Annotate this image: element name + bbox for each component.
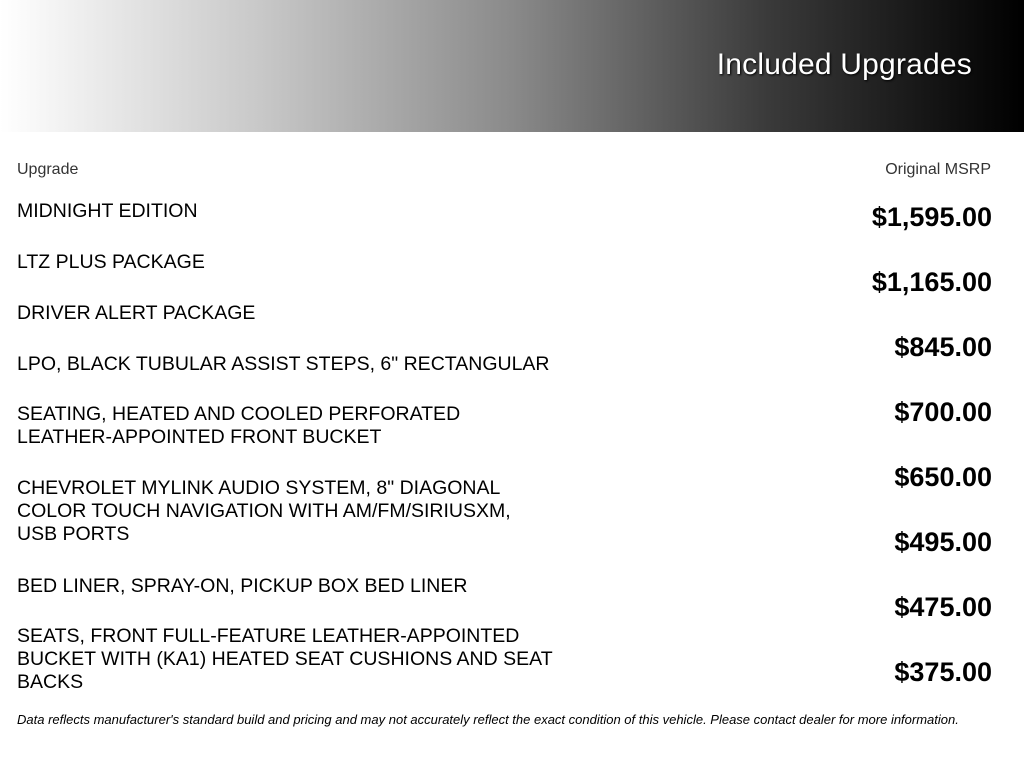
upgrade-item: CHEVROLET MYLINK AUDIO SYSTEM, 8" DIAGONAL COLOR TOUCH NAVIGATION WITH AM/FM/SIRIUSXM, USB PORTS: [17, 477, 511, 545]
upgrade-item: SEATS, FRONT FULL-FEATURE LEATHER-APPOINTED BUCKET WITH (KA1) HEATED SEAT CUSHIONS AND SEAT BACKS: [17, 625, 553, 693]
upgrade-item: BED LINER, SPRAY-ON, PICKUP BOX BED LINER: [17, 575, 468, 597]
upgrade-item: MIDNIGHT EDITION: [17, 200, 198, 222]
price-value: $375.00: [894, 657, 992, 687]
price-value: $700.00: [894, 397, 992, 427]
upgrade-item: SEATING, HEATED AND COOLED PERFORATED LEATHER-APPOINTED FRONT BUCKET: [17, 403, 461, 448]
price-value: $475.00: [894, 592, 992, 622]
price-value: $650.00: [894, 462, 992, 492]
disclaimer-text: Data reflects manufacturer's standard build and pricing and may not accurately reflect the exact condition of this vehicle. Please contact dealer for more information.: [17, 712, 959, 727]
price-value: $1,165.00: [871, 267, 992, 297]
upgrade-item: LTZ PLUS PACKAGE: [17, 251, 205, 273]
upgrade-column-header: Upgrade: [17, 161, 79, 178]
msrp-column-header: Original MSRP: [885, 161, 991, 178]
price-list: [692, 0, 992, 768]
price-value: $845.00: [894, 332, 992, 362]
price-value: $495.00: [894, 527, 992, 557]
price-value: $1,595.00: [871, 202, 992, 232]
upgrade-item: DRIVER ALERT PACKAGE: [17, 302, 256, 324]
page-title: Included Upgrades: [716, 48, 972, 81]
upgrade-item: LPO, BLACK TUBULAR ASSIST STEPS, 6" RECTANGULAR: [17, 353, 550, 375]
